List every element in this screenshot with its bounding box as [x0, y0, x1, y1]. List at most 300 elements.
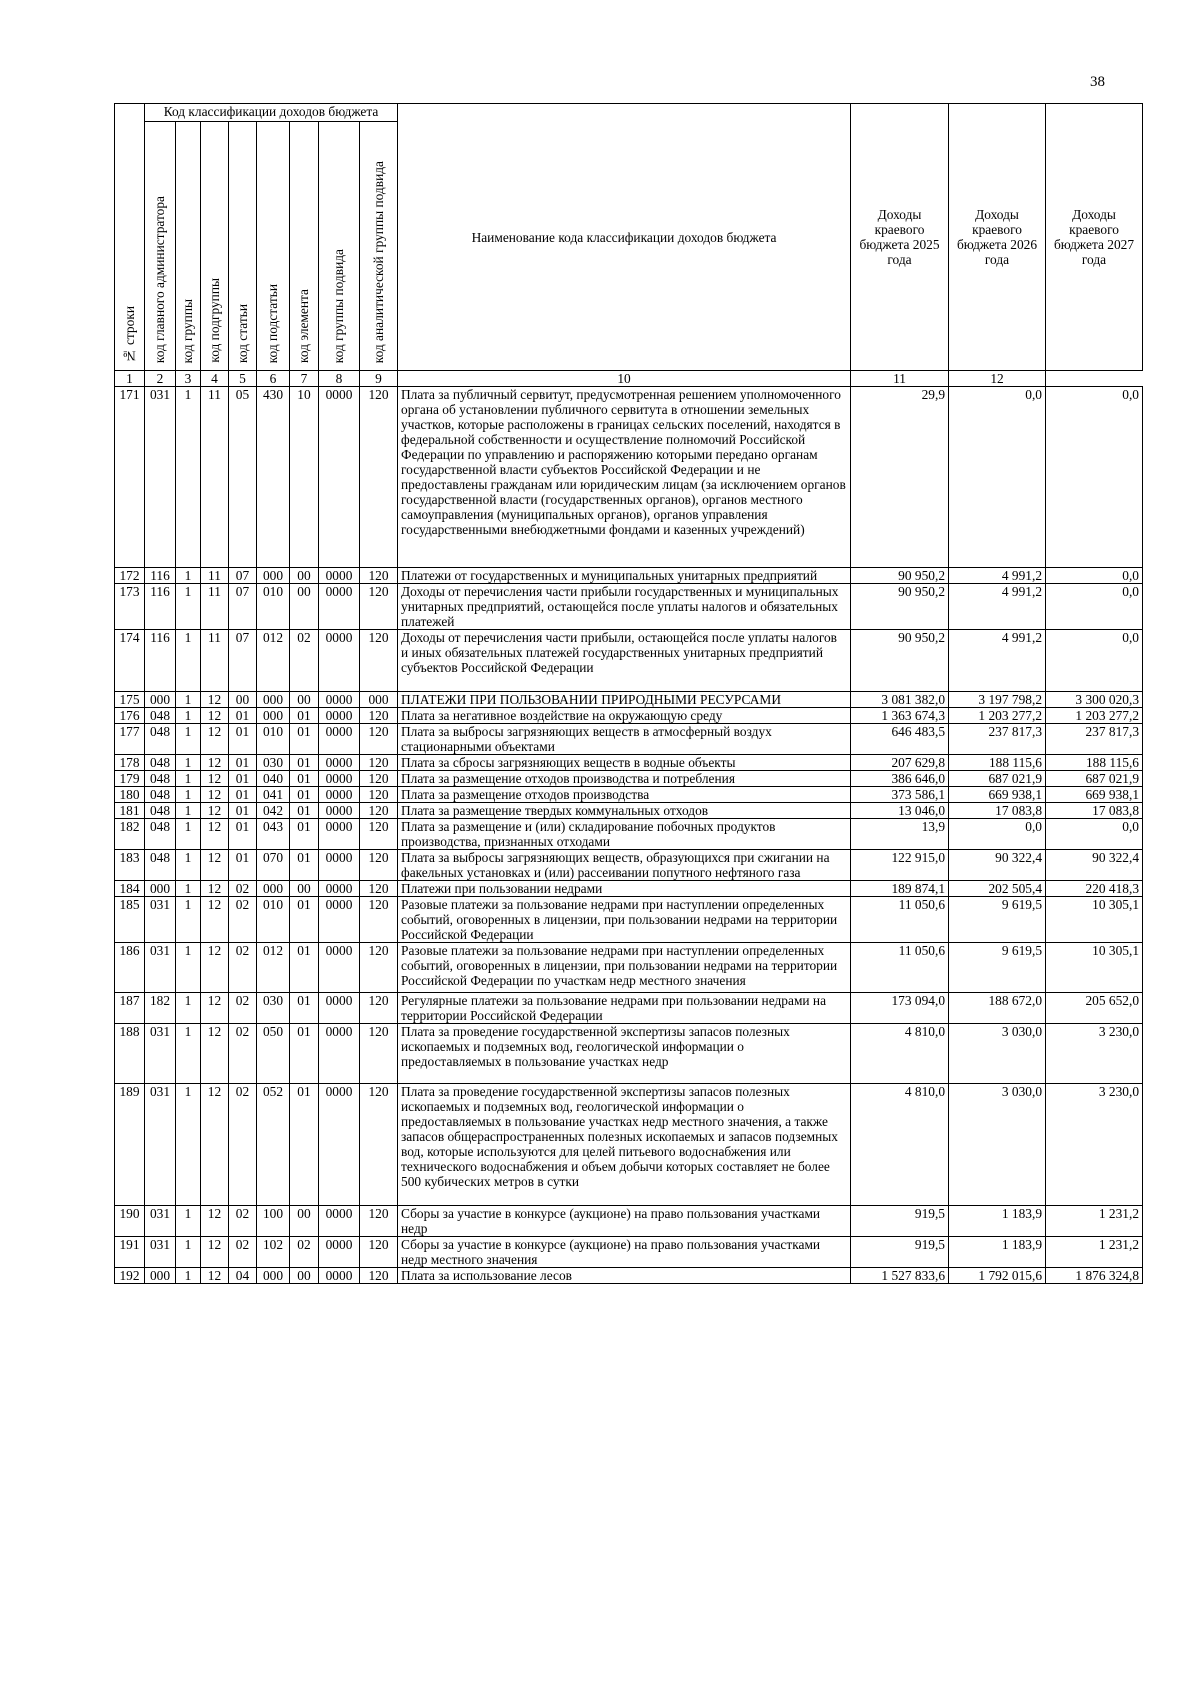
element-code-cell: 02: [290, 1237, 319, 1268]
income-name-cell: Плата за размещение и (или) складирование побочных продуктов производства, признанных отходами: [398, 819, 851, 850]
income-2027-cell: 17 083,8: [1046, 803, 1143, 819]
subtype-group-code-cell: 0000: [319, 584, 360, 630]
column-number: 2: [145, 371, 176, 387]
element-code-cell: 01: [290, 803, 319, 819]
income-2027-cell: 220 418,3: [1046, 881, 1143, 897]
income-2027-cell: 10 305,1: [1046, 943, 1143, 993]
element-code-cell: 00: [290, 584, 319, 630]
income-2025-cell: 90 950,2: [851, 568, 949, 584]
subarticle-code-cell: 000: [257, 568, 290, 584]
article-code-cell: 07: [229, 568, 257, 584]
row-number-cell: 175: [115, 692, 145, 708]
analytic-subtype-code-cell: 120: [360, 993, 398, 1024]
subtype-group-code-cell: 0000: [319, 1084, 360, 1206]
income-2027-cell: 3 300 020,3: [1046, 692, 1143, 708]
group-code-cell: 1: [176, 897, 201, 943]
header-subtype-group-code: код группы подвида: [319, 122, 360, 371]
subarticle-code-cell: 000: [257, 692, 290, 708]
row-number-cell: 190: [115, 1206, 145, 1237]
table-row: [115, 387, 1143, 568]
article-code-cell: 01: [229, 724, 257, 755]
subgroup-code-cell: 12: [201, 755, 229, 771]
subtype-group-code-cell: 0000: [319, 771, 360, 787]
subarticle-code-cell: 052: [257, 1084, 290, 1206]
element-code-cell: 00: [290, 1206, 319, 1237]
article-code-cell: 01: [229, 819, 257, 850]
analytic-subtype-code-cell: 000: [360, 692, 398, 708]
income-2026-cell: 3 030,0: [949, 1024, 1046, 1084]
admin-code-cell: 048: [145, 819, 176, 850]
subgroup-code-cell: 12: [201, 708, 229, 724]
analytic-subtype-code-cell: 120: [360, 1237, 398, 1268]
admin-code-cell: 182: [145, 993, 176, 1024]
admin-code-cell: 000: [145, 692, 176, 708]
analytic-subtype-code-cell: 120: [360, 724, 398, 755]
header-name: Наименование кода классификации доходов бюджета: [398, 104, 851, 371]
row-number-cell: 185: [115, 897, 145, 943]
group-code-cell: 1: [176, 630, 201, 692]
element-code-cell: 00: [290, 692, 319, 708]
subarticle-code-cell: 050: [257, 1024, 290, 1084]
column-number: 9: [360, 371, 398, 387]
group-code-cell: 1: [176, 724, 201, 755]
income-2027-cell: 237 817,3: [1046, 724, 1143, 755]
column-number: 3: [176, 371, 201, 387]
income-2025-cell: 173 094,0: [851, 993, 949, 1024]
table-row: [115, 755, 1143, 771]
subgroup-code-cell: 11: [201, 387, 229, 568]
income-2025-cell: 373 586,1: [851, 787, 949, 803]
header-income-2027: Доходы краевого бюджета 2027 года: [1046, 104, 1143, 371]
analytic-subtype-code-cell: 120: [360, 387, 398, 568]
header-analytic-subtype-code: код аналитической группы подвида: [360, 122, 398, 371]
income-name-cell: Плата за выбросы загрязняющих веществ, образующихся при сжигании на факельных установках и (или) рассеивании попутного нефтяного газа: [398, 850, 851, 881]
budget-income-table: [114, 103, 1143, 1284]
header-classification-code: Код классификации доходов бюджета: [145, 104, 398, 122]
income-2026-cell: 188 115,6: [949, 755, 1046, 771]
header-article-code: код статьи: [229, 122, 257, 371]
subgroup-code-cell: 12: [201, 771, 229, 787]
income-2027-cell: 0,0: [1046, 568, 1143, 584]
income-2026-cell: 9 619,5: [949, 897, 1046, 943]
income-name-cell: Плата за выбросы загрязняющих веществ в атмосферный воздух стационарными объектами: [398, 724, 851, 755]
row-number-cell: 176: [115, 708, 145, 724]
group-code-cell: 1: [176, 819, 201, 850]
income-2025-cell: 1 527 833,6: [851, 1268, 949, 1284]
table-row: [115, 993, 1143, 1024]
subgroup-code-cell: 12: [201, 881, 229, 897]
table-row: [115, 1024, 1143, 1084]
element-code-cell: 01: [290, 1084, 319, 1206]
table-row: [115, 771, 1143, 787]
income-2026-cell: 237 817,3: [949, 724, 1046, 755]
element-code-cell: 00: [290, 1268, 319, 1284]
group-code-cell: 1: [176, 1024, 201, 1084]
admin-code-cell: 031: [145, 1084, 176, 1206]
admin-code-cell: 048: [145, 803, 176, 819]
subtype-group-code-cell: 0000: [319, 692, 360, 708]
income-2027-cell: 1 231,2: [1046, 1206, 1143, 1237]
element-code-cell: 01: [290, 897, 319, 943]
article-code-cell: 07: [229, 584, 257, 630]
income-2027-cell: 1 876 324,8: [1046, 1268, 1143, 1284]
table-row: [115, 850, 1143, 881]
income-2025-cell: 13 046,0: [851, 803, 949, 819]
analytic-subtype-code-cell: 120: [360, 584, 398, 630]
admin-code-cell: 116: [145, 568, 176, 584]
subtype-group-code-cell: 0000: [319, 850, 360, 881]
subgroup-code-cell: 12: [201, 1237, 229, 1268]
income-2025-cell: 386 646,0: [851, 771, 949, 787]
subgroup-code-cell: 12: [201, 1084, 229, 1206]
admin-code-cell: 048: [145, 771, 176, 787]
subgroup-code-cell: 12: [201, 724, 229, 755]
article-code-cell: 04: [229, 1268, 257, 1284]
analytic-subtype-code-cell: 120: [360, 755, 398, 771]
income-2025-cell: 646 483,5: [851, 724, 949, 755]
element-code-cell: 01: [290, 850, 319, 881]
subtype-group-code-cell: 0000: [319, 724, 360, 755]
subgroup-code-cell: 12: [201, 692, 229, 708]
analytic-subtype-code-cell: 120: [360, 771, 398, 787]
element-code-cell: 01: [290, 993, 319, 1024]
column-number: 1: [115, 371, 145, 387]
analytic-subtype-code-cell: 120: [360, 819, 398, 850]
admin-code-cell: 000: [145, 881, 176, 897]
income-2026-cell: 17 083,8: [949, 803, 1046, 819]
income-name-cell: Плата за размещение твердых коммунальных отходов: [398, 803, 851, 819]
income-name-cell: Плата за проведение государственной экспертизы запасов полезных ископаемых и подземных вод, геологической информации о предоставляемых в пользование участках недр: [398, 1024, 851, 1084]
subtype-group-code-cell: 0000: [319, 708, 360, 724]
subgroup-code-cell: 12: [201, 897, 229, 943]
income-2025-cell: 4 810,0: [851, 1024, 949, 1084]
article-code-cell: 07: [229, 630, 257, 692]
admin-code-cell: 031: [145, 1237, 176, 1268]
subtype-group-code-cell: 0000: [319, 897, 360, 943]
header-element-code: код элемента: [290, 122, 319, 371]
subarticle-code-cell: 042: [257, 803, 290, 819]
row-number-cell: 179: [115, 771, 145, 787]
row-number-cell: 183: [115, 850, 145, 881]
income-2025-cell: 919,5: [851, 1237, 949, 1268]
income-2027-cell: 90 322,4: [1046, 850, 1143, 881]
group-code-cell: 1: [176, 943, 201, 993]
income-name-cell: Плата за размещение отходов производства и потребления: [398, 771, 851, 787]
article-code-cell: 02: [229, 897, 257, 943]
income-2026-cell: 0,0: [949, 819, 1046, 850]
header-subgroup-code: код подгруппы: [201, 122, 229, 371]
element-code-cell: 02: [290, 630, 319, 692]
table-row: [115, 630, 1143, 692]
income-name-cell: Регулярные платежи за пользование недрами при пользовании недрами на территории Российской Федерации: [398, 993, 851, 1024]
income-2025-cell: 122 915,0: [851, 850, 949, 881]
subtype-group-code-cell: 0000: [319, 881, 360, 897]
income-2025-cell: 13,9: [851, 819, 949, 850]
income-name-cell: Разовые платежи за пользование недрами при наступлении определенных событий, оговоренных в лицензии, при пользовании недрами на территории Российской Федерации по участкам недр местного значения: [398, 943, 851, 993]
analytic-subtype-code-cell: 120: [360, 708, 398, 724]
income-2025-cell: 1 363 674,3: [851, 708, 949, 724]
income-2027-cell: 0,0: [1046, 819, 1143, 850]
row-number-cell: 182: [115, 819, 145, 850]
row-number-cell: 180: [115, 787, 145, 803]
income-2027-cell: 10 305,1: [1046, 897, 1143, 943]
element-code-cell: 01: [290, 771, 319, 787]
analytic-subtype-code-cell: 120: [360, 803, 398, 819]
income-2026-cell: 1 183,9: [949, 1237, 1046, 1268]
subarticle-code-cell: 012: [257, 943, 290, 993]
subarticle-code-cell: 102: [257, 1237, 290, 1268]
subarticle-code-cell: 041: [257, 787, 290, 803]
row-number-cell: 172: [115, 568, 145, 584]
income-2026-cell: 4 991,2: [949, 630, 1046, 692]
table-row: [115, 881, 1143, 897]
income-name-cell: Сборы за участие в конкурсе (аукционе) на право пользования участками недр: [398, 1206, 851, 1237]
income-2026-cell: 1 792 015,6: [949, 1268, 1046, 1284]
element-code-cell: 01: [290, 708, 319, 724]
subgroup-code-cell: 11: [201, 630, 229, 692]
income-2026-cell: 3 030,0: [949, 1084, 1046, 1206]
income-2026-cell: 9 619,5: [949, 943, 1046, 993]
header-group-code: код группы: [176, 122, 201, 371]
table-row: [115, 1237, 1143, 1268]
income-2027-cell: 0,0: [1046, 387, 1143, 568]
admin-code-cell: 048: [145, 708, 176, 724]
table-row: [115, 803, 1143, 819]
subarticle-code-cell: 000: [257, 881, 290, 897]
row-number-cell: 181: [115, 803, 145, 819]
element-code-cell: 01: [290, 943, 319, 993]
column-number: 7: [290, 371, 319, 387]
income-name-cell: ПЛАТЕЖИ ПРИ ПОЛЬЗОВАНИИ ПРИРОДНЫМИ РЕСУРСАМИ: [398, 692, 851, 708]
row-number-cell: 171: [115, 387, 145, 568]
subgroup-code-cell: 12: [201, 1268, 229, 1284]
group-code-cell: 1: [176, 787, 201, 803]
subarticle-code-cell: 040: [257, 771, 290, 787]
admin-code-cell: 031: [145, 1024, 176, 1084]
subgroup-code-cell: 11: [201, 568, 229, 584]
analytic-subtype-code-cell: 120: [360, 881, 398, 897]
table-row: [115, 584, 1143, 630]
analytic-subtype-code-cell: 120: [360, 787, 398, 803]
income-name-cell: Плата за использование лесов: [398, 1268, 851, 1284]
analytic-subtype-code-cell: 120: [360, 943, 398, 993]
table-row: [115, 568, 1143, 584]
table-row: [115, 1084, 1143, 1206]
income-name-cell: Плата за размещение отходов производства: [398, 787, 851, 803]
element-code-cell: 01: [290, 819, 319, 850]
subtype-group-code-cell: 0000: [319, 943, 360, 993]
article-code-cell: 02: [229, 1024, 257, 1084]
analytic-subtype-code-cell: 120: [360, 1084, 398, 1206]
subarticle-code-cell: 030: [257, 755, 290, 771]
header-row-number: № строки: [115, 104, 145, 371]
element-code-cell: 00: [290, 568, 319, 584]
article-code-cell: 02: [229, 1206, 257, 1237]
analytic-subtype-code-cell: 120: [360, 1268, 398, 1284]
subgroup-code-cell: 12: [201, 1206, 229, 1237]
group-code-cell: 1: [176, 771, 201, 787]
income-2027-cell: 1 231,2: [1046, 1237, 1143, 1268]
income-name-cell: Доходы от перечисления части прибыли государственных и муниципальных унитарных предприятий, остающейся после уплаты налогов и обязательных платежей: [398, 584, 851, 630]
subarticle-code-cell: 070: [257, 850, 290, 881]
subtype-group-code-cell: 0000: [319, 819, 360, 850]
income-2025-cell: 90 950,2: [851, 584, 949, 630]
admin-code-cell: 116: [145, 584, 176, 630]
income-name-cell: Плата за проведение государственной экспертизы запасов полезных ископаемых и подземных вод, геологической информации о предоставляемых в пользование участках недр местного значения, а также запасов общераспространенных полезных ископаемых и запасов подземных вод, которые используются для целей питьевого водоснабжения или технического водоснабжения и объем добычи которых составляет не более 500 кубических метров в сутки: [398, 1084, 851, 1206]
group-code-cell: 1: [176, 993, 201, 1024]
element-code-cell: 01: [290, 724, 319, 755]
element-code-cell: 01: [290, 787, 319, 803]
income-2027-cell: 3 230,0: [1046, 1084, 1143, 1206]
income-name-cell: Платежи при пользовании недрами: [398, 881, 851, 897]
admin-code-cell: 048: [145, 724, 176, 755]
income-2025-cell: 919,5: [851, 1206, 949, 1237]
subarticle-code-cell: 430: [257, 387, 290, 568]
article-code-cell: 01: [229, 803, 257, 819]
subtype-group-code-cell: 0000: [319, 1024, 360, 1084]
article-code-cell: 00: [229, 692, 257, 708]
subtype-group-code-cell: 0000: [319, 755, 360, 771]
subtype-group-code-cell: 0000: [319, 1206, 360, 1237]
row-number-cell: 192: [115, 1268, 145, 1284]
subgroup-code-cell: 12: [201, 803, 229, 819]
subarticle-code-cell: 043: [257, 819, 290, 850]
table-row: [115, 787, 1143, 803]
article-code-cell: 01: [229, 708, 257, 724]
table-row: [115, 1206, 1143, 1237]
income-2027-cell: 0,0: [1046, 584, 1143, 630]
page-number: 38: [1090, 74, 1105, 90]
header-subarticle-code: код подстатьи: [257, 122, 290, 371]
subarticle-code-cell: 010: [257, 724, 290, 755]
admin-code-cell: 048: [145, 787, 176, 803]
column-number: 10: [398, 371, 851, 387]
group-code-cell: 1: [176, 568, 201, 584]
income-2026-cell: 3 197 798,2: [949, 692, 1046, 708]
income-2026-cell: 188 672,0: [949, 993, 1046, 1024]
column-number: 4: [201, 371, 229, 387]
income-2027-cell: 3 230,0: [1046, 1024, 1143, 1084]
admin-code-cell: 048: [145, 755, 176, 771]
article-code-cell: 02: [229, 943, 257, 993]
income-2026-cell: 4 991,2: [949, 568, 1046, 584]
admin-code-cell: 031: [145, 1206, 176, 1237]
group-code-cell: 1: [176, 1084, 201, 1206]
article-code-cell: 01: [229, 755, 257, 771]
income-2027-cell: 669 938,1: [1046, 787, 1143, 803]
group-code-cell: 1: [176, 1206, 201, 1237]
row-number-cell: 174: [115, 630, 145, 692]
admin-code-cell: 048: [145, 850, 176, 881]
column-number: 12: [949, 371, 1046, 387]
subgroup-code-cell: 11: [201, 584, 229, 630]
article-code-cell: 05: [229, 387, 257, 568]
subtype-group-code-cell: 0000: [319, 568, 360, 584]
row-number-cell: 188: [115, 1024, 145, 1084]
column-number: 5: [229, 371, 257, 387]
subarticle-code-cell: 000: [257, 708, 290, 724]
analytic-subtype-code-cell: 120: [360, 897, 398, 943]
subarticle-code-cell: 010: [257, 584, 290, 630]
group-code-cell: 1: [176, 755, 201, 771]
group-code-cell: 1: [176, 803, 201, 819]
subarticle-code-cell: 012: [257, 630, 290, 692]
group-code-cell: 1: [176, 881, 201, 897]
income-name-cell: Плата за негативное воздействие на окружающую среду: [398, 708, 851, 724]
income-2027-cell: 687 021,9: [1046, 771, 1143, 787]
article-code-cell: 01: [229, 850, 257, 881]
income-2027-cell: 188 115,6: [1046, 755, 1143, 771]
analytic-subtype-code-cell: 120: [360, 1024, 398, 1084]
subgroup-code-cell: 12: [201, 819, 229, 850]
row-number-cell: 177: [115, 724, 145, 755]
income-2027-cell: 0,0: [1046, 630, 1143, 692]
subtype-group-code-cell: 0000: [319, 630, 360, 692]
group-code-cell: 1: [176, 1237, 201, 1268]
column-number: 6: [257, 371, 290, 387]
subtype-group-code-cell: 0000: [319, 993, 360, 1024]
article-code-cell: 02: [229, 993, 257, 1024]
admin-code-cell: 031: [145, 897, 176, 943]
income-name-cell: Платежи от государственных и муниципальных унитарных предприятий: [398, 568, 851, 584]
income-2026-cell: 687 021,9: [949, 771, 1046, 787]
income-2026-cell: 1 183,9: [949, 1206, 1046, 1237]
subarticle-code-cell: 030: [257, 993, 290, 1024]
group-code-cell: 1: [176, 708, 201, 724]
row-number-cell: 178: [115, 755, 145, 771]
subgroup-code-cell: 12: [201, 993, 229, 1024]
income-2026-cell: 202 505,4: [949, 881, 1046, 897]
income-2025-cell: 11 050,6: [851, 897, 949, 943]
income-2025-cell: 90 950,2: [851, 630, 949, 692]
income-2025-cell: 4 810,0: [851, 1084, 949, 1206]
income-2027-cell: 1 203 277,2: [1046, 708, 1143, 724]
income-2026-cell: 4 991,2: [949, 584, 1046, 630]
subtype-group-code-cell: 0000: [319, 1237, 360, 1268]
subgroup-code-cell: 12: [201, 787, 229, 803]
group-code-cell: 1: [176, 1268, 201, 1284]
income-name-cell: Разовые платежи за пользование недрами при наступлении определенных событий, оговоренных в лицензии, при пользовании недрами на территории Российской Федерации: [398, 897, 851, 943]
article-code-cell: 02: [229, 881, 257, 897]
income-2025-cell: 11 050,6: [851, 943, 949, 993]
column-number: 11: [851, 371, 949, 387]
row-number-cell: 191: [115, 1237, 145, 1268]
admin-code-cell: 116: [145, 630, 176, 692]
header-admin-code: код главного администратора: [145, 122, 176, 371]
income-name-cell: Доходы от перечисления части прибыли, остающейся после уплаты налогов и иных обязательных платежей государственных унитарных предприятий субъектов Российской Федерации: [398, 630, 851, 692]
income-2026-cell: 90 322,4: [949, 850, 1046, 881]
element-code-cell: 01: [290, 755, 319, 771]
subtype-group-code-cell: 0000: [319, 1268, 360, 1284]
income-2025-cell: 3 081 382,0: [851, 692, 949, 708]
group-code-cell: 1: [176, 387, 201, 568]
group-code-cell: 1: [176, 850, 201, 881]
admin-code-cell: 031: [145, 387, 176, 568]
table-row: [115, 897, 1143, 943]
income-name-cell: Плата за публичный сервитут, предусмотренная решением уполномоченного органа об установлении публичного сервитута в отношении земельных участков, которые расположены в границах сельских поселений, находятся в федеральной собственности и осуществление полномочий Российской Федерации по управлению и распоряжению которыми передано органам государственной власти субъектов Российской Федерации и не предоставлены гражданам или юридическим лицам (за исключением органов государственной власти (государственных органов), органов местного самоуправления (муниципальных органов), органов управления государственными внебюджетными фондами и казенных учреждений): [398, 387, 851, 568]
subtype-group-code-cell: 0000: [319, 787, 360, 803]
income-2025-cell: 29,9: [851, 387, 949, 568]
table-row: [115, 708, 1143, 724]
income-2026-cell: 0,0: [949, 387, 1046, 568]
analytic-subtype-code-cell: 120: [360, 630, 398, 692]
column-number-row: [115, 371, 1143, 387]
article-code-cell: 01: [229, 787, 257, 803]
row-number-cell: 184: [115, 881, 145, 897]
income-2025-cell: 207 629,8: [851, 755, 949, 771]
element-code-cell: 01: [290, 1024, 319, 1084]
subgroup-code-cell: 12: [201, 1024, 229, 1084]
